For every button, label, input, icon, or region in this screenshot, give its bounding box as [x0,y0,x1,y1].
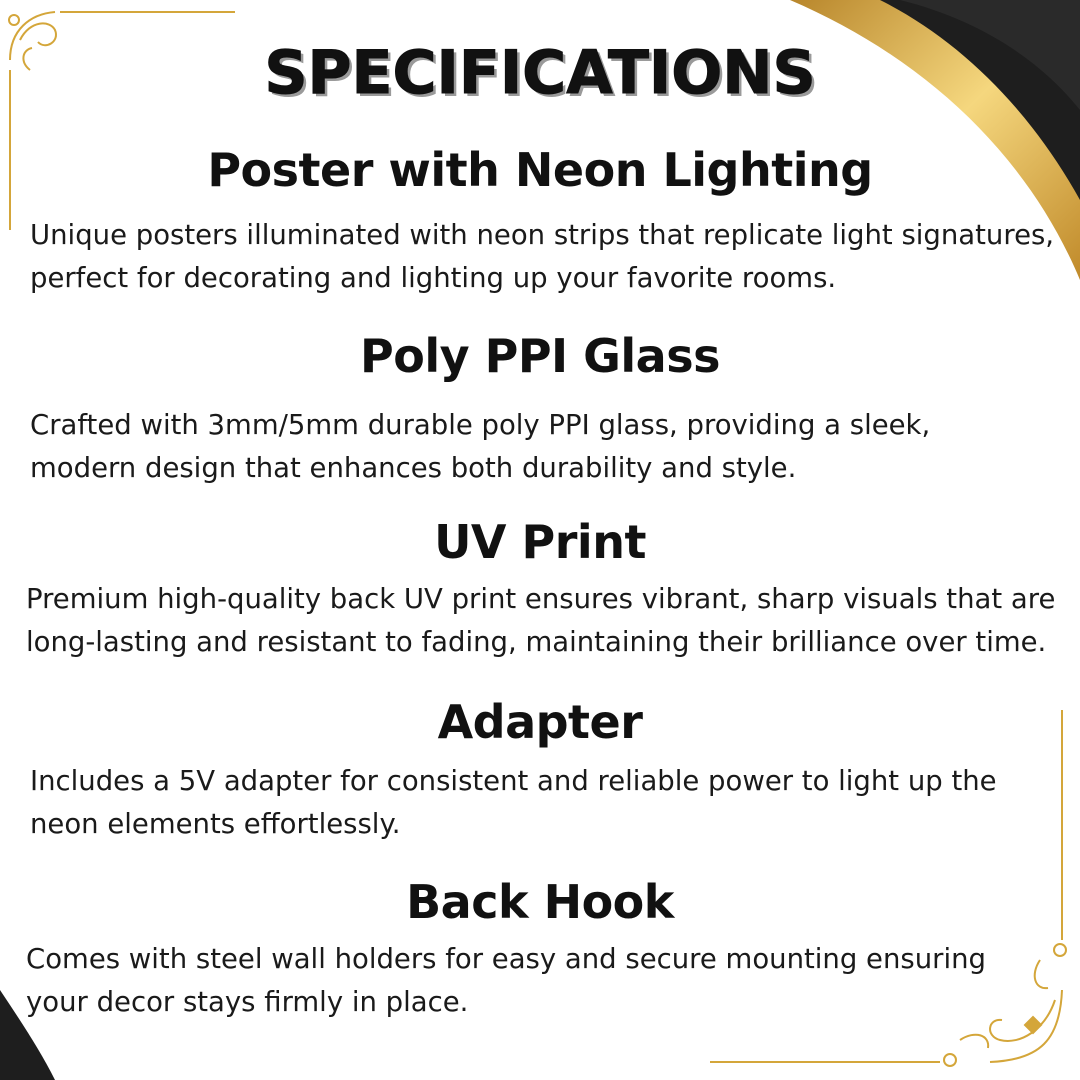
section-text-adapter: Includes a 5V adapter for consistent and reliable power to light up the neon elements effortlessly. [30,765,997,840]
section-text-uv: Premium high-quality back UV print ensures vibrant, sharp visuals that are long-lasting and resistant to fading, maintaining their brilliance over time. [26,583,1056,658]
section-text-glass: Crafted with 3mm/5mm durable poly PPI glass, providing a sleek, modern design that enhances both durability and style. [30,409,931,484]
section-text-neon: Unique posters illuminated with neon strips that replicate light signatures, perfect for decorating and lighting up your favorite rooms. [30,219,1055,294]
section-heading-glass: Poly PPI Glass [360,329,720,383]
section-heading-hook: Back Hook [406,875,674,929]
section-heading-neon: Poster with Neon Lighting [207,143,873,197]
section-text-hook: Comes with steel wall holders for easy and secure mounting ensuring your decor stays firmly in place. [26,943,986,1018]
section-heading-adapter: Adapter [437,695,643,749]
section-heading-uv: UV Print [434,515,646,569]
page-title: SPECIFICATIONS [264,38,816,108]
